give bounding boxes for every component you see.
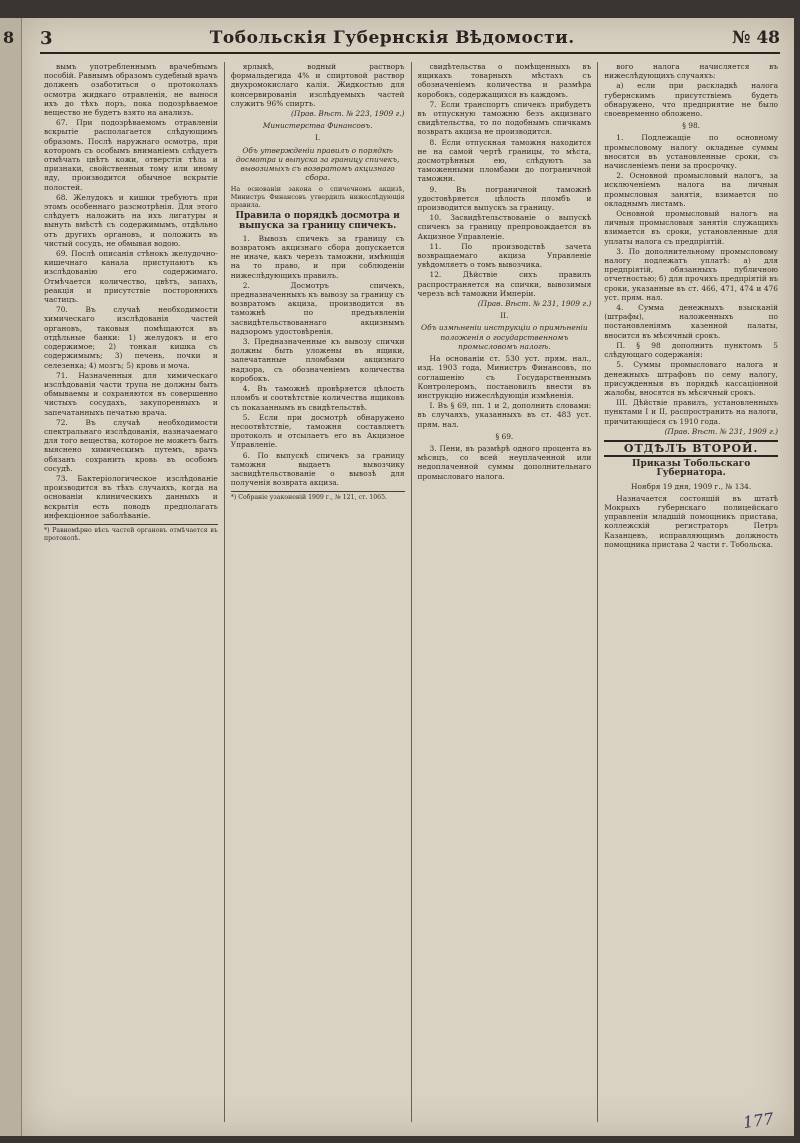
footnote: *) Равномѣрно вѣсъ частей органовъ отмѣчается въ протоколѣ.: [44, 524, 218, 542]
column-3: [412, 62, 599, 1122]
paragraph: I.: [314, 133, 321, 143]
column-1: [38, 62, 225, 1122]
paragraph: (Прав. Вѣст. № 223, 1909 г.): [290, 109, 405, 119]
paragraph: 72. Въ случаѣ необходимости спектральнаго изслѣдованія, назначаемаго для того вещества, которое не можетъ быть выяснено химическимъ путемъ, врачъ обязанъ сохранить кровь въ особомъ сосудѣ.: [44, 417, 218, 473]
column-4: [598, 62, 784, 1122]
paragraph: (Прав. Вѣст. № 231, 1909 г.): [664, 426, 778, 436]
paragraph: Правила о порядкѣ досмотра и выпуска за границу спичекъ.: [235, 211, 400, 231]
issue-number: № 48: [731, 28, 780, 48]
paragraph: 2. Основной промысловый налогъ, за исключеніемъ налога на личныя промысловыя занятія, взимается по окладнымъ листамъ.: [604, 171, 778, 208]
page-header: [40, 24, 780, 54]
paragraph: 67. При подозрѣваемомъ отравленіи вскрытіе располагается слѣдующимъ образомъ. Послѣ наружнаго осмотра, при которомъ съ особымъ вниманіемъ слѣдуетъ отмѣчать цвѣтъ кожи, отверстія тѣла и признаки, свойственныя тому или иному яду, производится обычное вскрытіе полостей.: [44, 118, 218, 192]
paragraph: П. § 98 дополнить пунктомъ 5 слѣдующаго содержанія:: [604, 340, 778, 360]
paragraph: 71. Назначенныя для химическаго изслѣдованія части трупа не должны быть обмываемы и сохраняются въ совершенно чистыхъ сосудахъ, закупоренныхъ и запечатанныхъ печатью врача.: [44, 370, 218, 417]
paragraph: На основаніи ст. 530 уст. прям. нал., изд. 1903 года, Министръ Финансовъ, по соглашенію съ Государственнымъ Контролеромъ, постановилъ внести въ инструкцію нижеслѣдующія измѣненія.: [417, 354, 592, 400]
paragraph: Основной промысловый налогъ на личныя промысловыя занятія служащихъ взимается въ сроки, установленные для уплаты налога съ предпріятій.: [604, 209, 778, 246]
paragraph: II.: [500, 311, 509, 321]
footnote: *) Собраніе узаконеній 1909 г., № 121, ст. 1065.: [231, 491, 405, 502]
paragraph: 3. Предназначенные къ вывозу спички должны быть уложены въ ящики, запечатанные пломбами акцизнаго надзора, съ обозначеніемъ количества коробокъ.: [230, 337, 405, 383]
page-edge: [0, 18, 22, 1136]
paragraph: 70. Въ случаѣ необходимости химическаго изслѣдованія частей органовъ, таковыя помѣщаются въ отдѣльные банки: 1) желудокъ и его содержимое; 2) тонкая кишка съ содержимымъ; 3) печень, почки и селезенка; 4) мозгъ; 5) кровь и моча.: [44, 305, 218, 370]
paragraph: 1. Подлежащіе по основному промысловому налогу окладные суммы вносятся въ установленные сроки, съ начисленіемъ пени за просрочку.: [604, 133, 778, 171]
paragraph: свидѣтельства о помѣщенныхъ въ ящикахъ товарныхъ мѣстахъ съ обозначеніемъ количества и размѣра коробокъ, содержащихся въ каждомъ.: [417, 62, 592, 99]
paragraph: 3. По дополнительному промысловому налогу подлежатъ уплатѣ: а) для предпріятій, обязанныхъ публичною отчетностью; б) для прочихъ предпріятій въ сроки, указанные въ ст. 466, 471, 474 и 476 уст. прям. нал.: [604, 246, 778, 302]
paragraph: 11. По производствѣ зачета возвращаемаго акциза Управленіе увѣдомляетъ о томъ вывозчика.: [417, 241, 592, 270]
paragraph: Министерства Финансовъ.: [262, 121, 373, 131]
column-2: [225, 62, 412, 1122]
newspaper-page: [22, 18, 794, 1136]
paragraph: 3. Пени, въ размѣрѣ одного процента въ мѣсяцъ, со всей неуплаченной или недоплаченной суммы дополнительнаго промысловаго налога.: [417, 443, 592, 481]
paragraph: I. Въ § 69, пп. 1 и 2, дополнить словами: въ случаяхъ, указанныхъ въ ст. 483 уст. прям. нал.: [417, 401, 592, 429]
paragraph: Объ утвержденіи правилъ о порядкѣ досмотра и выпуска за границу спичекъ, вывозимыхъ съ возвратомъ акцизнаго сбора.: [235, 145, 400, 183]
paragraph: вого налога начисляется въ нижеслѣдующихъ случаяхъ:: [604, 62, 778, 81]
paragraph: 73. Бактеріологическое изслѣдованіе производится въ тѣхъ случаяхъ, когда на основаніи клиническихъ данныхъ и вскрытія есть поводъ предполагать инфекціонное заболѣваніе.: [44, 473, 218, 520]
paragraph: 10. Засвидѣтельствованіе о выпускѣ спичекъ за границу препровождается въ Акцизное Управленіе.: [417, 213, 592, 241]
paragraph: 6. По выпускѣ спичекъ за границу таможня выдаетъ вывозчику засвидѣтельствованіе о вывозѣ для полученія возврата акциза.: [230, 450, 405, 488]
section-subheading: Приказы Тобольскаго Губернатора.: [632, 459, 751, 479]
paragraph: (Прав. Вѣст. № 231, 1909 г.): [477, 299, 592, 309]
paragraph: III. Дѣйствіе правилъ, установленныхъ пунктами I и II, распространить на налоги, причитающіеся съ 1910 года.: [604, 398, 778, 426]
paragraph: 69. Послѣ описанія стѣнокъ желудочно-кишечнаго канала приступаютъ къ изслѣдованію его содержимаго. Отмѣчается количество, цвѣтъ, запахъ, реакція и присутствіе постороннихъ частицъ.: [44, 249, 218, 305]
order-text: Назначается состоящій въ штатѣ Мокрыхъ губернскаго полицейскаго управленія младшій помощникъ пристава, коллежскій регистраторъ Петръ Казанцевъ, исправляющимъ должность помощника пристава 2 части г. Тобольска.: [604, 493, 778, 549]
paragraph: 4. Сумма денежныхъ взысканій (штрафы), наложенныхъ по постановленіямъ казенной палаты, вносится въ мѣсячный срокъ.: [604, 303, 778, 340]
paragraph: Объ измѣненіи инструкціи о примѣненіи положенія о государственномъ промысловомъ налогѣ.: [421, 323, 588, 351]
paragraph: 2. Досмотръ спичекъ, предназначенныхъ къ вывозу за границу съ возвратомъ акциза, производится въ таможнѣ по предъявленіи засвидѣтельствованнаго акцизнымъ надзоромъ удостовѣренія.: [230, 280, 405, 336]
paragraph: 9. Въ пограничной таможнѣ удостовѣряется цѣлость пломбъ и производится выпускъ за границу.: [417, 184, 592, 213]
order-date: Ноября 19 дня, 1909 г., № 134.: [631, 481, 752, 491]
text-columns: [38, 62, 784, 1122]
paragraph: 4. Въ таможнѣ провѣряется цѣлость пломбъ и соотвѣтствіе количества ящиковъ съ показаннымъ въ свидѣтельствѣ.: [230, 384, 405, 412]
paragraph: На основаніи закона о спичечномъ акцизѣ, Министръ Финансовъ утвердилъ нижеслѣдующія правила.: [230, 185, 405, 210]
paragraph: вымъ употребленнымъ врачебнымъ пособій. Равнымъ образомъ судебный врачъ долженъ озаботиться о протоколахъ осмотра жидкаго отравленія, не вынося ихъ до тѣхъ поръ, пока подозрѣваемое вещество не будетъ взято на анализъ.: [44, 62, 218, 118]
paragraph: 1. Вывозъ спичекъ за границу съ возвратомъ акцизнаго сбора допускается не иначе, какъ черезъ таможни, имѣющія на то право, и при соблюденіи нижеслѣдующихъ правилъ.: [230, 233, 405, 280]
paragraph: 7. Если транспортъ спичекъ прибудетъ въ отпускную таможню безъ акцизнаго свидѣтельства, то по подобнымъ спичкамъ возвратъ акциза не производится.: [417, 99, 592, 137]
section-heading: ОТДѢЛЪ ВТОРОЙ.: [604, 440, 778, 457]
paragraph: 8. Если отпускная таможня находится не на самой чертѣ границы, то мѣста, досмотрѣнныя ею, слѣдуютъ за таможенными пломбами до пограничной таможни.: [417, 137, 592, 184]
newspaper-title: Тобольскія Губернскія Вѣдомости.: [209, 28, 575, 48]
paragraph: а) если при раскладкѣ налога губернскимъ присутствіемъ будетъ обнаружено, что предприятие не было своевременно обложено.: [604, 81, 778, 119]
paragraph: § 98.: [682, 121, 701, 131]
handwritten-page-mark: 177: [742, 1108, 776, 1133]
paragraph: 68. Желудокъ и кишки требуютъ при этомъ особеннаго разсмотрѣнія. Для этого слѣдуетъ наложить на ихъ лигатуры и вынуть вмѣстѣ съ содержимымъ, отдѣльно отъ другихъ органовъ, и положить въ чистый сосудъ, не обмывая водою.: [44, 192, 218, 248]
edge-mark-number: 8: [3, 28, 15, 47]
paragraph: § 69.: [495, 431, 514, 441]
paragraph: 5. Суммы промысловаго налога и денежныхъ штрафовъ по сему налогу, присужденныя въ порядкѣ кассаціонной жалобы, вносятся въ мѣсячный срокъ.: [604, 360, 778, 397]
paragraph: ярлыкѣ, водный растворъ формальдегида 4% и спиртовой раствор двухромокислаго калія. Жидкостью для консервированія изслѣдуемыхъ частей служитъ 96% спиртъ.: [230, 62, 405, 108]
page-number: 3: [40, 27, 53, 49]
paragraph: 5. Если при досмотрѣ обнаружено несоотвѣтствіе, таможня составляетъ протоколъ и отсылаетъ его въ Акцизное Управленіе.: [230, 412, 405, 450]
paragraph: 12. Дѣйствіе сихъ правилъ распространяется на спички, вывозимыя черезъ всѣ таможни Имперіи.: [417, 270, 592, 298]
